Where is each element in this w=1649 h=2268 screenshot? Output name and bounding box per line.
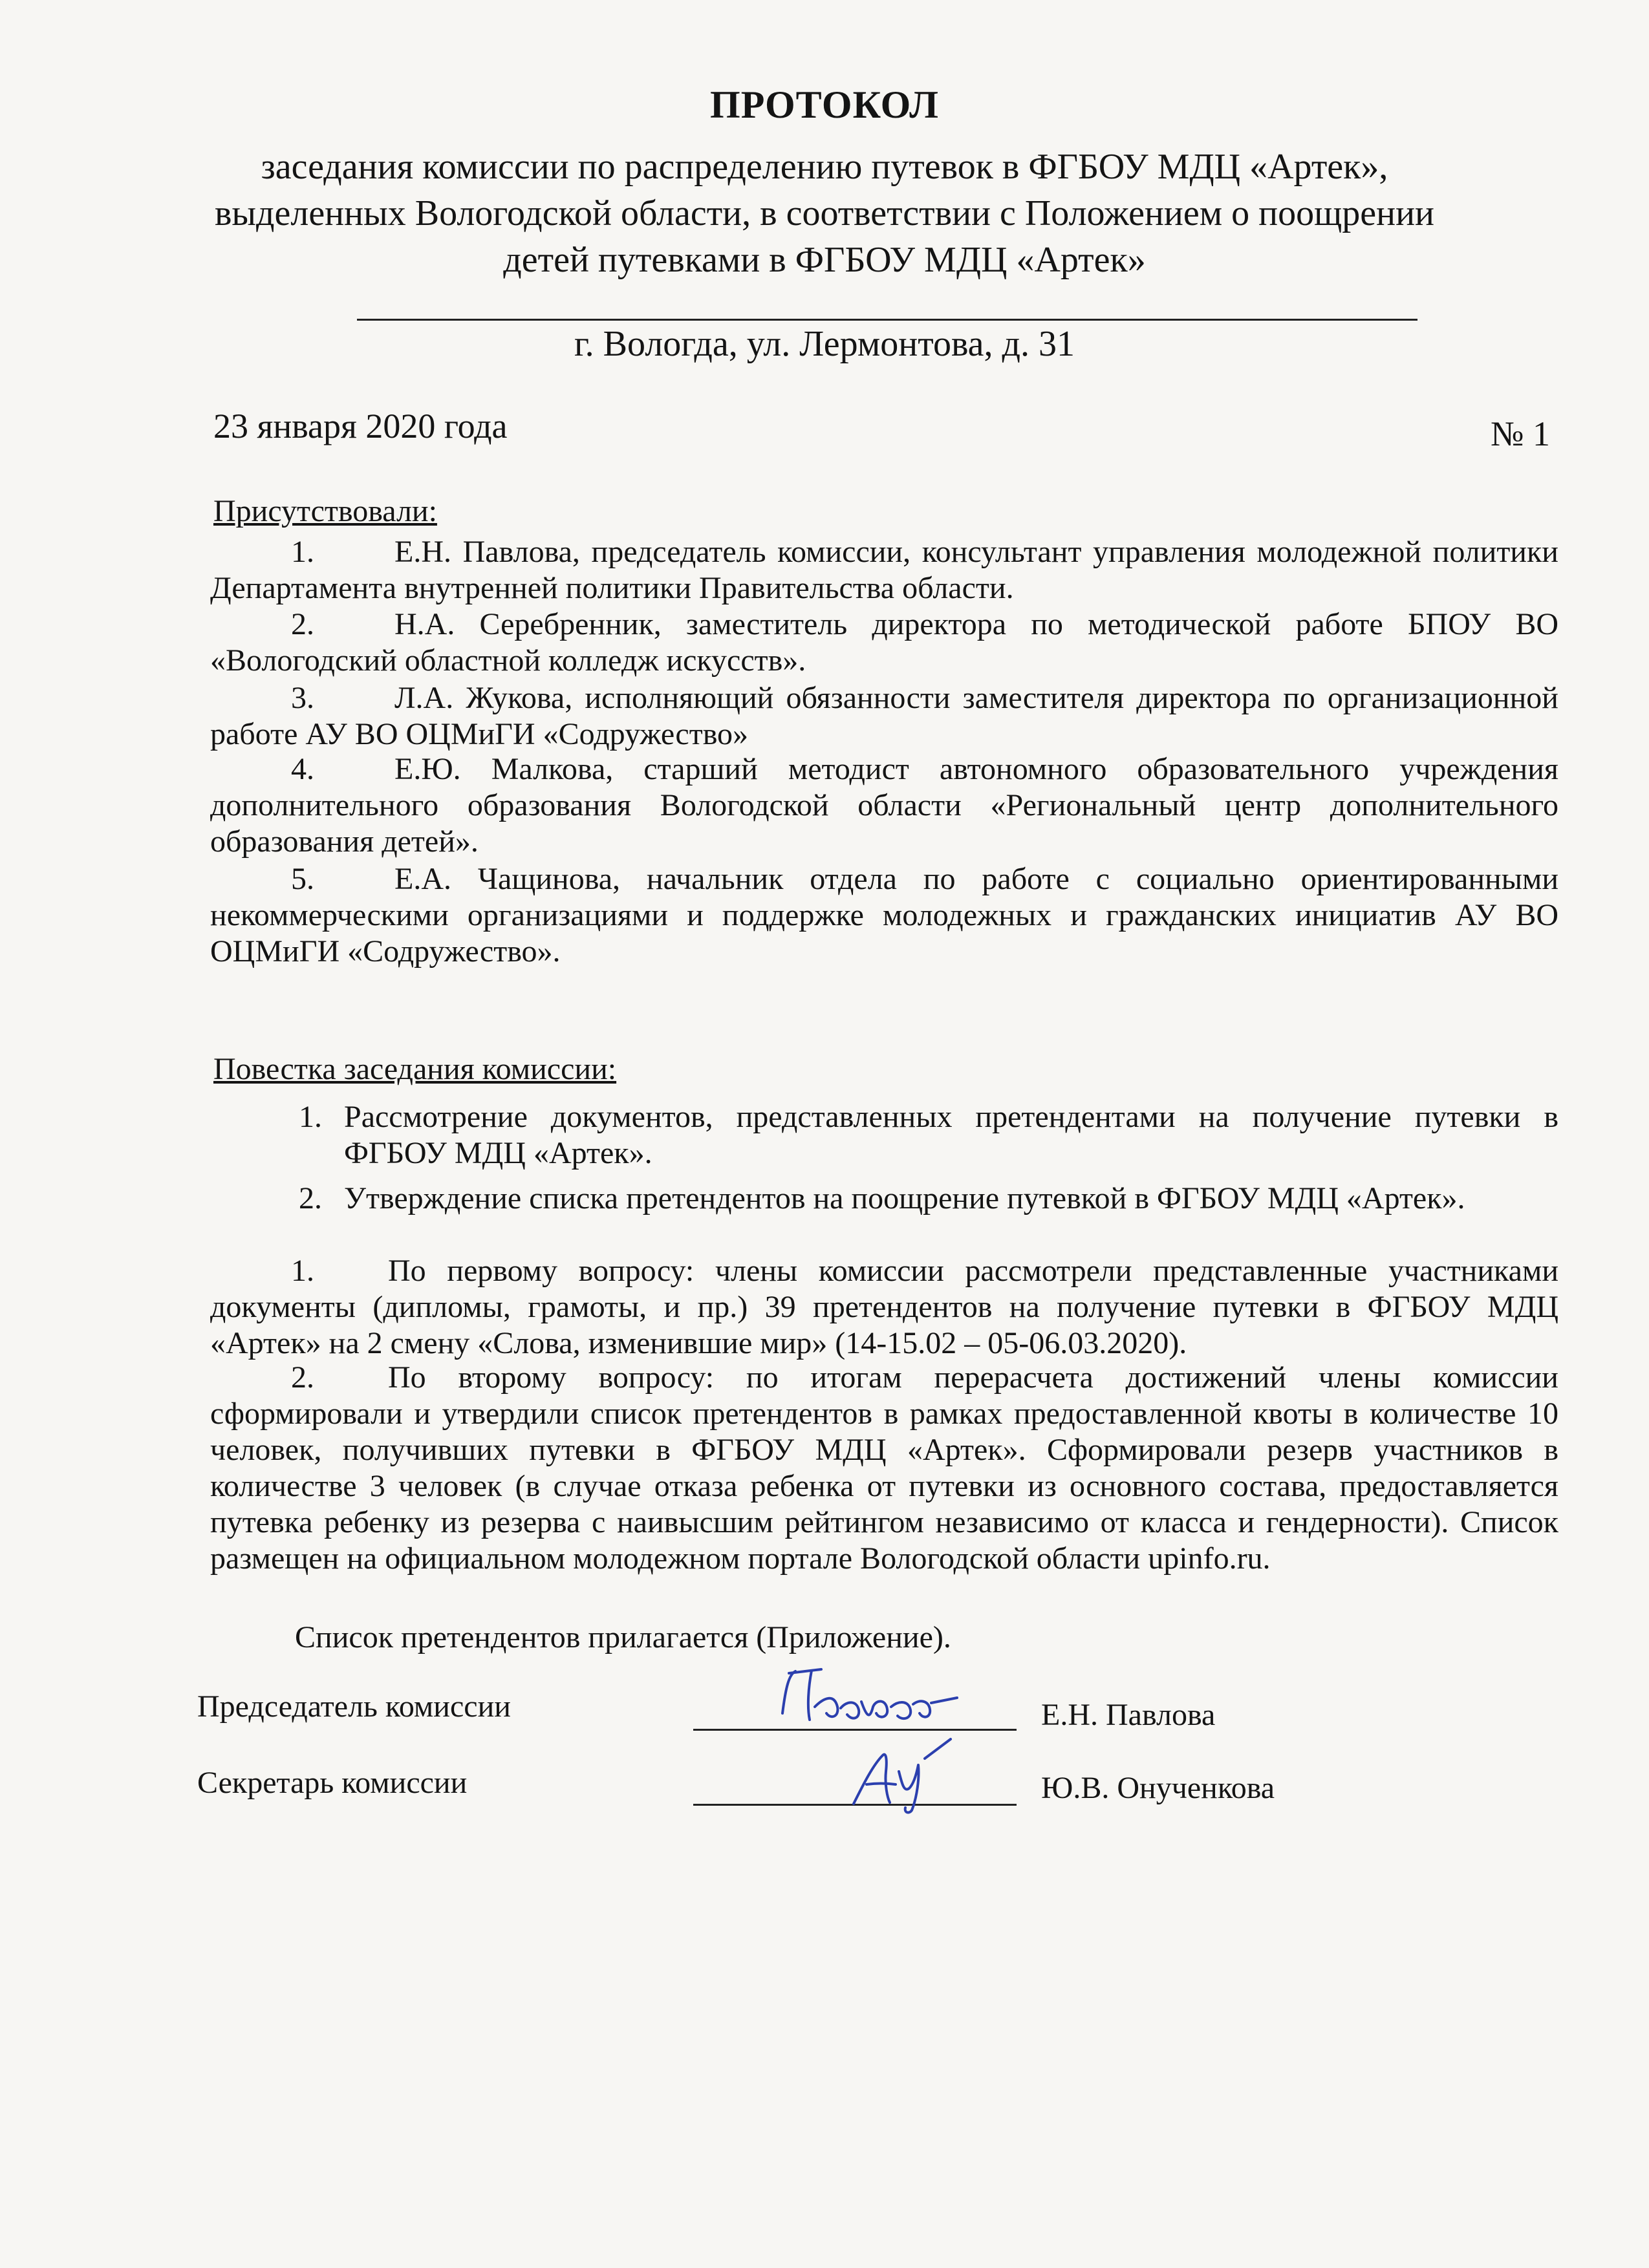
present-item-4 — [210, 751, 1558, 860]
subtitle-line: детей путевками в ФГБОУ МДЦ «Артек» — [503, 240, 1146, 280]
chairman-role: Председатель комиссии — [197, 1689, 511, 1724]
item-text: Утверждение списка претендентов на поощрение путевкой в ФГБОУ МДЦ «Артек». — [344, 1181, 1465, 1215]
present-item-2 — [210, 606, 1558, 679]
item-text: Е.А. Чащинова, начальник отдела по работе с социально ориентированными некоммерческими организациями и поддержке молодежных и гражданских инициатив АУ ВО ОЦМиГИ «Содружество». — [210, 862, 1558, 968]
chairman-name: Е.Н. Павлова — [1041, 1698, 1216, 1732]
meeting-address: г. Вологда, ул. Лермонтова, д. 31 — [574, 324, 1075, 364]
document-title: ПРОТОКОЛ — [710, 83, 939, 126]
item-text: По второму вопросу: по итогам перерасчета достижений члены комиссии сформировали и утвердили список претендентов в рамках предоставленной квоты в количестве 10 человек, получивших путевки в ФГБОУ МДЦ «Артек». Сформировали резерв участников в количестве 3 человек (в случае отказа ребенка от путевки из основного состава, предоставляется путевка ребенку из резерва с наивысшим рейтингом независимо от класса и гендерности). Список размещен на официальном молодежном портале Вологодской области upinfo.ru. — [210, 1360, 1558, 1576]
document-subtitle — [194, 144, 1455, 283]
item-number: 2. — [291, 1360, 314, 1395]
decision-item-2 — [210, 1360, 1558, 1577]
agenda-item-2 — [299, 1181, 1558, 1217]
item-number: 1. — [299, 1100, 322, 1134]
item-number: 1. — [291, 1254, 314, 1288]
chairman-signature-mark — [776, 1662, 970, 1733]
attachment-note: Список претендентов прилагается (Приложение). — [295, 1620, 951, 1654]
meeting-date: 23 января 2020 года — [213, 407, 508, 445]
agenda-item-1 — [299, 1099, 1558, 1171]
header-divider — [357, 319, 1417, 321]
item-number: 4. — [291, 752, 314, 786]
item-text: По первому вопросу: члены комиссии рассмотрели представленные участниками документы (дипломы, грамоты, и пр.) 39 претендентов на получение путевки в ФГБОУ МДЦ «Артек» на 2 смену «Слова, изменившие мир» (14-15.02 – 05-06.03.2020). — [210, 1254, 1558, 1360]
item-text: Е.Ю. Малкова, старший методист автономного образовательного учреждения дополнительного образования Вологодской области «Региональный центр дополнительного образования детей». — [210, 752, 1558, 859]
present-item-5 — [210, 861, 1558, 970]
present-heading: Присутствовали: — [213, 494, 437, 528]
item-number: 3. — [291, 681, 314, 715]
agenda-heading: Повестка заседания комиссии: — [213, 1052, 617, 1086]
chairman-signature — [776, 1662, 970, 1736]
present-item-3 — [210, 680, 1558, 753]
protocol-number: № 1 — [1490, 414, 1550, 453]
secretary-name: Ю.В. Онученкова — [1041, 1771, 1275, 1805]
secretary-signature — [847, 1733, 976, 1820]
item-number: 2. — [299, 1181, 322, 1215]
subtitle-line: выделенных Вологодской области, в соответствии с Положением о поощрении — [214, 193, 1435, 233]
item-number: 1. — [291, 535, 314, 569]
subtitle-line: заседания комиссии по распределению путевок в ФГБОУ МДЦ «Артек», — [261, 147, 1388, 187]
item-text: Л.А. Жукова, исполняющий обязанности заместителя директора по организационной работе АУ ВО ОЦМиГИ «Содружество» — [210, 681, 1558, 751]
present-item-1 — [210, 534, 1558, 606]
secretary-role: Секретарь комиссии — [197, 1766, 468, 1800]
item-text: Н.А. Серебренник, заместитель директора по методической работе БПОУ ВО «Вологодский областной колледж искусств». — [210, 607, 1558, 678]
item-number: 2. — [291, 607, 314, 641]
decision-item-1 — [210, 1253, 1558, 1362]
secretary-signature-mark — [847, 1733, 976, 1817]
item-number: 5. — [291, 862, 314, 896]
item-text: Е.Н. Павлова, председатель комиссии, консультант управления молодежной политики Департамента внутренней политики Правительства области. — [210, 535, 1558, 605]
item-text: Рассмотрение документов, представленных претендентами на получение путевки в ФГБОУ МДЦ «Артек». — [344, 1100, 1558, 1170]
